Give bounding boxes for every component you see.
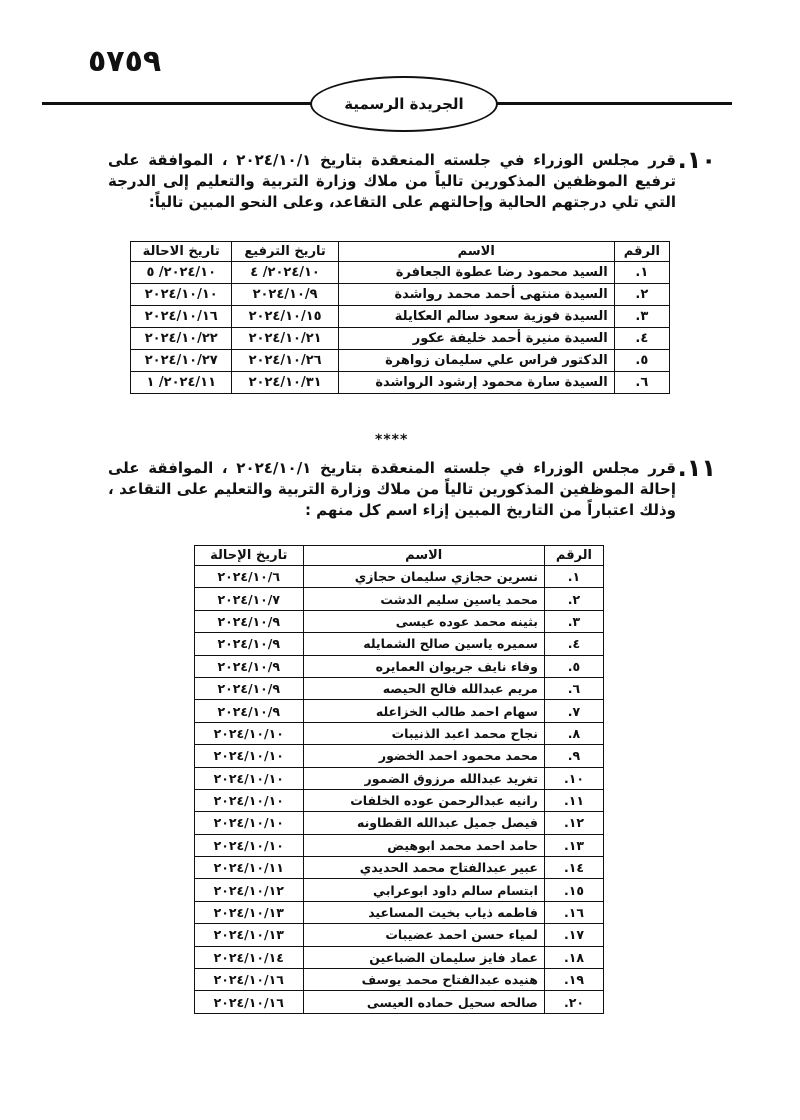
table-row [131,350,670,372]
table-row [195,722,604,744]
table-cell: ٢٠. [544,991,603,1013]
table-cell: ٢٠٢٤/١٠/٩ [195,655,304,677]
table-cell: الدكتور فراس علي سليمان زواهرة [338,350,614,372]
table-cell: ٢٠٢٤/١٠/٧ [195,588,304,610]
table-row [195,633,604,655]
table-cell: بثينه محمد عوده عيسى [303,610,544,632]
table-cell: ١١. [544,789,603,811]
table-cell: ١٨. [544,946,603,968]
table-cell: تغريد عبدالله مرزوق الضمور [303,767,544,789]
table-row [131,262,670,284]
table-cell: ٢٠٢٤/١٠/٩ [195,677,304,699]
table-cell: ٢٠٢٤/١٠/١٥ [232,306,338,328]
table-cell: حامد احمد محمد ابوهيض [303,834,544,856]
table-cell: السيدة منيرة أحمد خليفة عكور [338,328,614,350]
table-row [195,834,604,856]
item-10-text: قرر مجلس الوزراء في جلسته المنعقدة بتاريخ ٢٠٢٤/١٠/١ ، الموافقة على ترفيع الموظفين المذكورين تالياً من ملاك وزارة التربية والتعليم إلى الدرجة التي تلي درجتهم الحالية وإحالتهم على التقاعد، وعلى النحو المبين تالياً: [108,151,676,211]
column-header: الرقم [614,242,669,262]
table-cell: ١٢. [544,812,603,834]
table-cell: ١. [614,262,669,284]
table-row [131,328,670,350]
table-cell: ٢. [544,588,603,610]
table-row [195,879,604,901]
table-row [195,857,604,879]
item-10-number: ١٠. [677,146,716,174]
table-cell: ٢٠٢٤/١٠/ ٥ [131,262,232,284]
table-cell: ٢٠٢٤/١٠/ ٤ [232,262,338,284]
item-11-number: ١١. [677,454,716,482]
table-row [195,677,604,699]
column-header: تاريخ الاحالة [131,242,232,262]
promotion-table-body [131,262,670,394]
promotion-table [130,241,670,394]
table-cell: محمد ياسين سليم الدشت [303,588,544,610]
table-row [195,566,604,588]
table-cell: سهام احمد طالب الخزاعله [303,700,544,722]
table-cell: ٢٠٢٤/١٠/١٦ [195,991,304,1013]
table-cell: محمد محمود احمد الخضور [303,745,544,767]
table-cell: هنيده عبدالفتاح محمد يوسف [303,969,544,991]
table-cell: ٢٠٢٤/١٠/١٢ [195,879,304,901]
table-row [195,901,604,923]
table-cell: ٨. [544,722,603,744]
table-row [195,812,604,834]
table-cell: ٢٠٢٤/١٠/١٠ [195,834,304,856]
table-row [195,655,604,677]
item-11-text: قرر مجلس الوزراء في جلسته المنعقدة بتاريخ ٢٠٢٤/١٠/١ ، الموافقة على إحالة الموظفين المذكورين تالياً من ملاك وزارة التربية والتعليم على التقاعد ، وذلك اعتباراً من التاريخ المبين إزاء اسم كل منهم : [108,459,676,519]
table-row [195,610,604,632]
table-cell: نسرين حجازي سليمان حجازي [303,566,544,588]
table-cell: ٢٠٢٤/١٠/٩ [195,610,304,632]
table-cell: عماد فايز سليمان الضباعين [303,946,544,968]
table-cell: ٥. [544,655,603,677]
table-cell: ٧. [544,700,603,722]
table-cell: ٤. [614,328,669,350]
table-cell: ٢٠٢٤/١٠/١٠ [131,284,232,306]
retirement-table-body [195,566,604,1014]
table-cell: السيد محمود رضا عطوة الجعافرة [338,262,614,284]
table-cell: ١٧. [544,924,603,946]
table-cell: ٢٠٢٤/١٠/١٦ [195,969,304,991]
table-cell: السيدة فوزية سعود سالم العكايلة [338,306,614,328]
table-cell: ٢٠٢٤/١٠/٢٦ [232,350,338,372]
table-cell: ٣. [544,610,603,632]
page-number: ٥٧٥٩ [88,44,162,79]
column-header: الرقم [544,546,603,566]
gazette-title-oval [310,76,498,132]
table-cell: ١٤. [544,857,603,879]
column-header: الاسم [303,546,544,566]
table-cell: ٢٠٢٤/١٠/١٤ [195,946,304,968]
table-cell: ٤. [544,633,603,655]
table-row [195,767,604,789]
table-cell: ٢٠٢٤/١٠/١٠ [195,745,304,767]
table-cell: ٢٠٢٤/١١/ ١ [131,372,232,394]
table-cell: ٣. [614,306,669,328]
table-row [195,969,604,991]
column-header: تاريخ الإحالة [195,546,304,566]
table-cell: ٢. [614,284,669,306]
table-cell: ٩. [544,745,603,767]
table-cell: ٥. [614,350,669,372]
table-row [195,745,604,767]
table-cell: ٢٠٢٤/١٠/١٠ [195,789,304,811]
table-cell: السيدة منتهى أحمد محمد رواشدة [338,284,614,306]
column-header: تاريخ الترفيع [232,242,338,262]
table-cell: ٢٠٢٤/١٠/٢٢ [131,328,232,350]
table-cell: ١٣. [544,834,603,856]
table-cell: ٢٠٢٤/١٠/١٣ [195,901,304,923]
table-cell: ٢٠٢٤/١٠/٢٧ [131,350,232,372]
table-cell: ٢٠٢٤/١٠/٩ [195,633,304,655]
table-cell: ٦. [544,677,603,699]
table-row [195,588,604,610]
table-cell: ٢٠٢٤/١٠/١٦ [131,306,232,328]
gazette-title: الجريدة الرسمية [344,95,464,113]
table-cell: ١. [544,566,603,588]
table-cell: ٢٠٢٤/١٠/١٣ [195,924,304,946]
table-cell: ١٦. [544,901,603,923]
table-cell: ٢٠٢٤/١٠/١٠ [195,722,304,744]
table-cell: ٢٠٢٤/١٠/٩ [232,284,338,306]
table-cell: ١٩. [544,969,603,991]
table-cell: وفاء نايف جريوان العمايره [303,655,544,677]
table-cell: السيدة سارة محمود إرشود الرواشدة [338,372,614,394]
table-row [131,284,670,306]
table-cell: فاطمه ذياب بخيت المساعيد [303,901,544,923]
retirement-table-header [195,546,604,566]
table-cell: ٢٠٢٤/١٠/١٠ [195,812,304,834]
table-cell: فيصل جميل عبدالله القطاونه [303,812,544,834]
table-cell: ٢٠٢٤/١٠/٢١ [232,328,338,350]
table-cell: صالحه سحيل حماده العيسى [303,991,544,1013]
table-cell: ٢٠٢٤/١٠/٦ [195,566,304,588]
table-cell: ٢٠٢٤/١٠/١١ [195,857,304,879]
table-cell: ٢٠٢٤/١٠/٩ [195,700,304,722]
table-cell: ٢٠٢٤/١٠/١٠ [195,767,304,789]
table-cell: ٢٠٢٤/١٠/٣١ [232,372,338,394]
table-cell: ١٠. [544,767,603,789]
table-cell: ٦. [614,372,669,394]
table-row [195,991,604,1013]
table-row [195,700,604,722]
promotion-table-header [131,242,670,262]
table-cell: سميره ياسين صالح الشمايله [303,633,544,655]
table-row [131,306,670,328]
table-cell: مريم عبدالله فالح الحيصه [303,677,544,699]
column-header: الاسم [338,242,614,262]
separator-stars: **** [375,432,409,448]
table-cell: ابتسام سالم داود ابوعرابي [303,879,544,901]
table-cell: رانيه عبدالرحمن عوده الخلفات [303,789,544,811]
table-row [195,789,604,811]
table-row [195,946,604,968]
table-row [195,924,604,946]
table-cell: نجاح محمد اعبد الذنيبات [303,722,544,744]
retirement-table [194,545,604,1014]
table-cell: ١٥. [544,879,603,901]
table-cell: لمياء حسن احمد عضيبات [303,924,544,946]
table-row [131,372,670,394]
table-cell: عبير عبدالفتاح محمد الحديدي [303,857,544,879]
